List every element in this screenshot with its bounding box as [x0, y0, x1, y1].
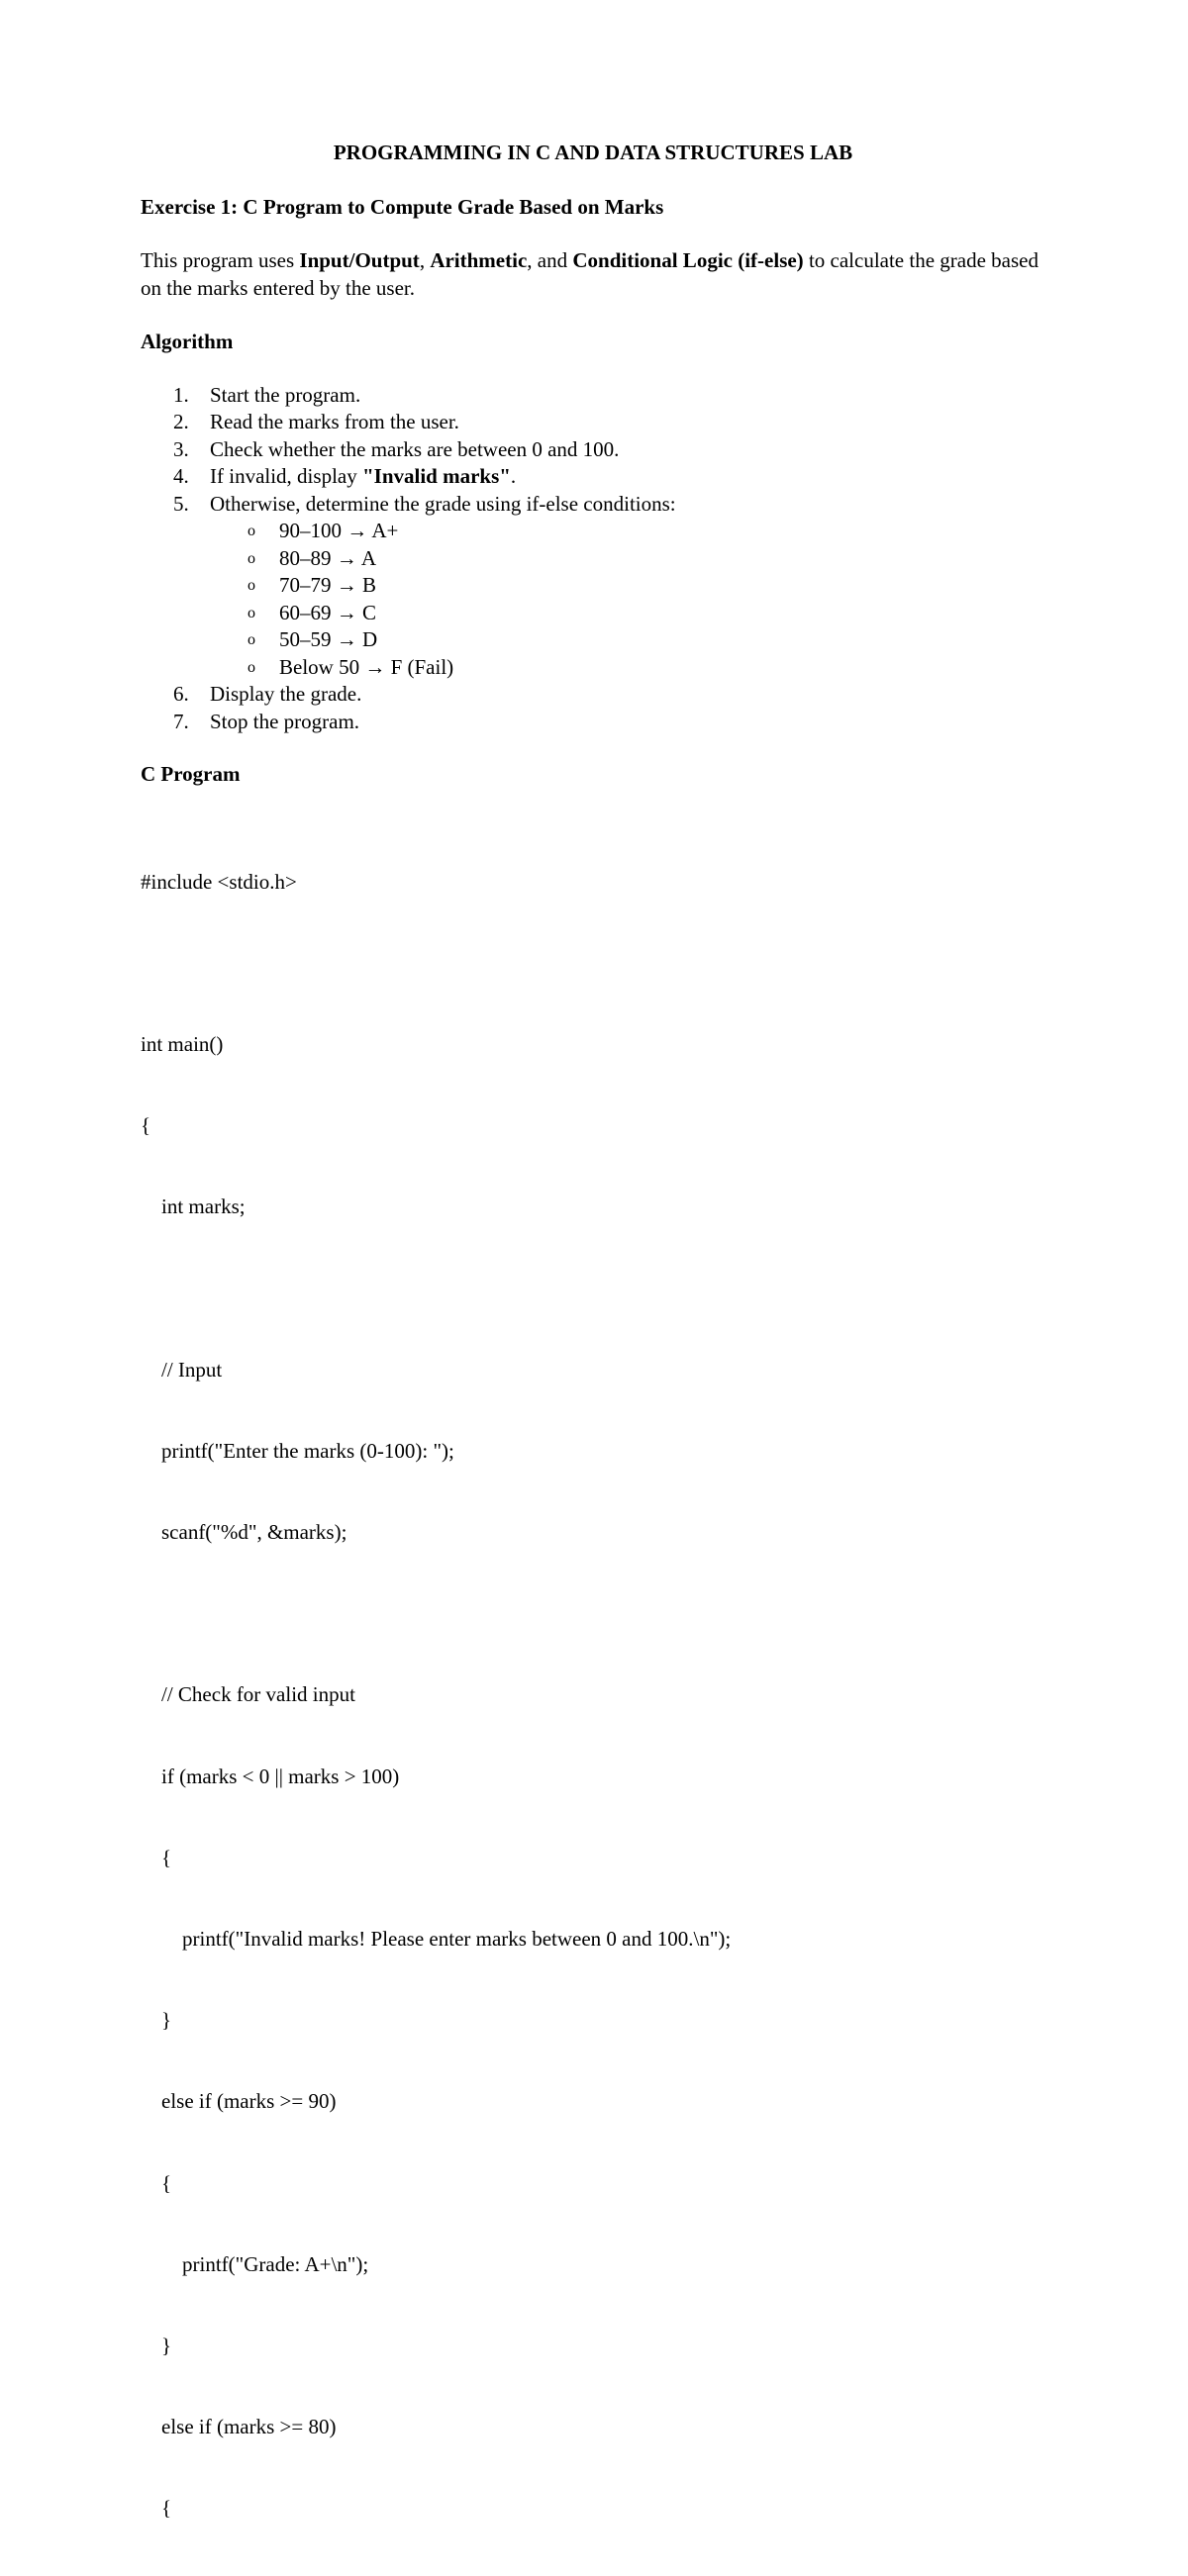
code-line: }	[141, 2007, 1051, 2034]
code-line: scanf("%d", &marks);	[141, 1519, 1051, 1546]
step-text: .	[511, 464, 516, 488]
code-line: int main()	[141, 1031, 1051, 1058]
step-number: 5.	[173, 491, 189, 519]
code-line: {	[141, 1845, 1051, 1871]
step-text: Read the marks from the user.	[210, 410, 459, 433]
code-line: #include <stdio.h>	[141, 869, 1051, 896]
step-bold-text: "Invalid marks"	[362, 464, 511, 488]
grade-item	[210, 572, 1051, 600]
code-line	[141, 1600, 1051, 1627]
code-line: {	[141, 2170, 1051, 2197]
bullet-icon: o	[248, 518, 255, 545]
step-text: Check whether the marks are between 0 and 100.	[210, 437, 619, 461]
step-number: 2.	[173, 409, 189, 436]
list-item	[141, 709, 1051, 736]
list-item	[141, 436, 1051, 464]
code-line: }	[141, 2333, 1051, 2359]
code-line: if (marks < 0 || marks > 100)	[141, 1764, 1051, 1790]
step-number: 6.	[173, 681, 189, 709]
intro-text-1: This program uses	[141, 248, 299, 272]
algorithm-steps	[141, 382, 1051, 736]
bullet-icon: o	[248, 654, 255, 682]
grade-text: 60–69 → C	[279, 601, 376, 624]
bullet-icon: o	[248, 626, 255, 654]
code-line: {	[141, 1112, 1051, 1139]
step-number: 7.	[173, 709, 189, 736]
list-item	[141, 463, 1051, 491]
code-line: int marks;	[141, 1193, 1051, 1220]
program-heading: C Program	[141, 761, 1051, 789]
grade-item	[210, 600, 1051, 627]
bullet-icon: o	[248, 600, 255, 627]
code-line: {	[141, 2495, 1051, 2522]
intro-bold-conditional: Conditional Logic (if-else)	[572, 248, 803, 272]
grade-item	[210, 545, 1051, 573]
document-title: PROGRAMMING IN C AND DATA STRUCTURES LAB	[141, 140, 1045, 167]
intro-text-2: ,	[420, 248, 431, 272]
step-text: Otherwise, determine the grade using if-else conditions:	[210, 492, 676, 516]
grade-item	[210, 654, 1051, 682]
code-block	[141, 814, 1051, 2576]
list-item	[141, 681, 1051, 709]
intro-bold-arithmetic: Arithmetic	[430, 248, 527, 272]
exercise-title: Exercise 1: C Program to Compute Grade Based on Marks	[141, 194, 1051, 222]
intro-text-3: , and	[527, 248, 572, 272]
code-line: else if (marks >= 90)	[141, 2088, 1051, 2115]
bullet-icon: o	[248, 545, 255, 573]
step-number: 3.	[173, 436, 189, 464]
intro-paragraph	[141, 247, 1051, 302]
code-line: printf("Grade: A+\n");	[141, 2251, 1051, 2278]
intro-bold-io: Input/Output	[299, 248, 419, 272]
step-number: 4.	[173, 463, 189, 491]
grade-text: 90–100 → A+	[279, 519, 398, 542]
step-text: Start the program.	[210, 383, 360, 407]
code-line: // Check for valid input	[141, 1681, 1051, 1708]
step-text: Stop the program.	[210, 710, 359, 733]
list-item	[141, 382, 1051, 410]
step-number: 1.	[173, 382, 189, 410]
grade-text: 70–79 → B	[279, 573, 376, 597]
code-line	[141, 950, 1051, 977]
code-line	[141, 1275, 1051, 1301]
grade-list	[210, 518, 1051, 681]
grade-text: 80–89 → A	[279, 546, 376, 570]
code-line: else if (marks >= 80)	[141, 2414, 1051, 2440]
grade-text: 50–59 → D	[279, 627, 377, 651]
document-page	[141, 140, 1051, 2576]
grade-text: Below 50 → F (Fail)	[279, 655, 453, 679]
code-line: printf("Invalid marks! Please enter marks between 0 and 100.\n");	[141, 1926, 1051, 1953]
grade-item	[210, 518, 1051, 545]
intro-text-4: to calculate the grade based on the marks entered by the user.	[141, 248, 1039, 300]
code-line: printf("Enter the marks (0-100): ");	[141, 1438, 1051, 1465]
bullet-icon: o	[248, 572, 255, 600]
code-line: // Input	[141, 1357, 1051, 1383]
step-text: Display the grade.	[210, 682, 361, 706]
list-item	[141, 409, 1051, 436]
algorithm-heading: Algorithm	[141, 329, 1051, 356]
grade-item	[210, 626, 1051, 654]
step-text: If invalid, display	[210, 464, 362, 488]
list-item	[141, 491, 1051, 682]
